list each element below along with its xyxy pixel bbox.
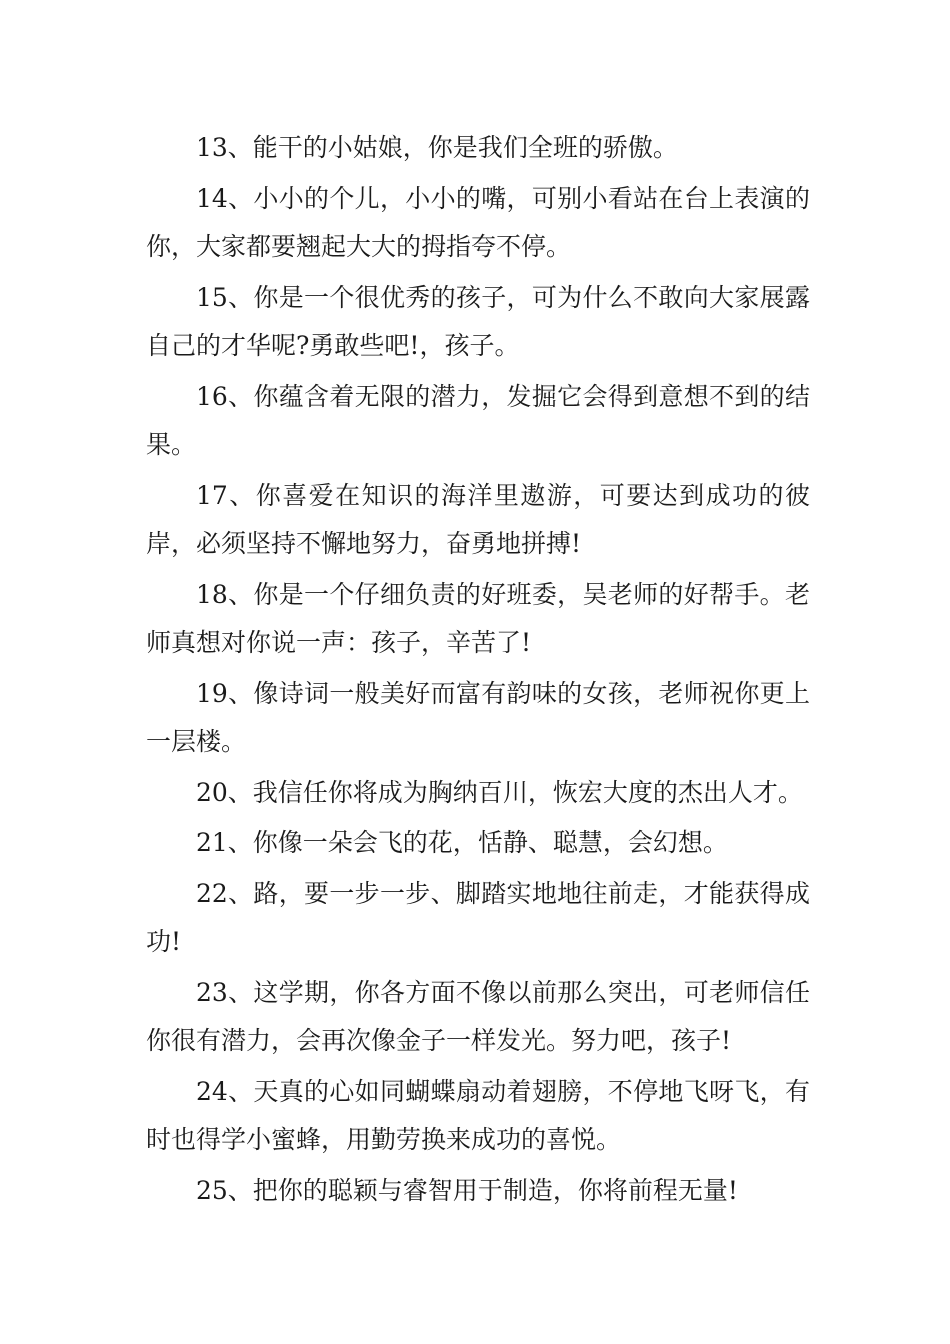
paragraph-14: 14、小小的个儿，小小的嘴，可别小看站在台上表演的你，大家都要翘起大大的拇指夸不停。	[146, 183, 810, 261]
paragraph-16: 16、你蕴含着无限的潜力，发掘它会得到意想不到的结果。	[146, 381, 810, 459]
document-body	[146, 124, 810, 1217]
paragraph-18: 18、你是一个仔细负责的好班委，吴老师的好帮手。老师真想对你说一声：孩子，辛苦了!	[146, 579, 810, 657]
paragraph-17: 17、你喜爱在知识的海洋里遨游，可要达到成功的彼岸，必须坚持不懈地努力，奋勇地拼搏!	[146, 480, 810, 558]
paragraph-22: 22、路，要一步一步、脚踏实地地往前走，才能获得成功!	[146, 878, 810, 956]
paragraph-25: 25、把你的聪颖与睿智用于制造，你将前程无量!	[196, 1175, 738, 1205]
paragraph-21: 21、你像一朵会飞的花，恬静、聪慧，会幻想。	[196, 828, 728, 857]
paragraph-23: 23、这学期，你各方面不像以前那么突出，可老师信任你很有潜力，会再次像金子一样发光。努力吧，孩子!	[146, 977, 810, 1055]
paragraph-20: 20、我信任你将成为胸纳百川，恢宏大度的杰出人才。	[196, 777, 803, 807]
paragraph-13: 13、能干的小姑娘，你是我们全班的骄傲。	[196, 133, 678, 162]
paragraph-19: 19、像诗词一般美好而富有韵味的女孩，老师祝你更上一层楼。	[146, 678, 810, 756]
paragraph-24: 24、天真的心如同蝴蝶扇动着翅膀，不停地飞呀飞，有时也得学小蜜蜂，用勤劳换来成功的喜悦。	[146, 1076, 810, 1154]
paragraph-15: 15、你是一个很优秀的孩子，可为什么不敢向大家展露自己的才华呢?勇敢些吧!，孩子。	[146, 282, 810, 360]
